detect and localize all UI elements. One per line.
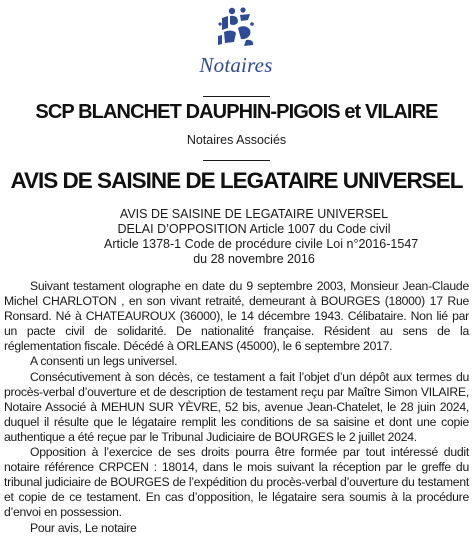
notaires-logo-icon: [210, 6, 262, 50]
notice-body: [4, 279, 469, 536]
body-paragraph: A consenti un legs universel.: [30, 354, 178, 369]
body-paragraph: Consécutivement à son décès, ce testament a fait l’objet d’un dépôt aux termes du procès-verbal d’ouverture et de description de testament reçu par Maître Simon VILAIRE, Notaire Associé à MEHUN SUR YÈVRE, 52 bis, avenue Jean-Chatelet, le 28 juin 2024, duquel il résulte que le légataire remplit les conditions de sa saisine et dont une copie authentique a été reçue par le Tribunal Judiciaire de BOURGES le 2 juillet 2024.: [4, 369, 469, 444]
subheading-line: du 28 novembre 2016: [193, 252, 315, 266]
notice-title: AVIS DE SAISINE DE LEGATAIRE UNIVERSEL: [10, 168, 463, 193]
subheading-line: DELAI D’OPPOSITION Article 1007 du Code civil: [117, 222, 391, 236]
firm-subtitle: Notaires Associés: [186, 133, 287, 147]
subheading-line: Article 1378-1 Code de procédure civile Loi n°2016-1547: [104, 237, 419, 251]
divider-middle: [203, 160, 270, 161]
subheading-line: AVIS DE SAISINE DE LEGATAIRE UNIVERSEL: [119, 207, 389, 221]
signature-line: Pour avis, Le notaire: [30, 520, 137, 535]
notaires-logo: [180, 6, 292, 76]
logo-text: Notaires: [199, 53, 273, 77]
firm-name: SCP BLANCHET DAUPHIN-PIGOIS et VILAIRE: [35, 101, 438, 123]
notice-subheading: [104, 207, 419, 267]
divider-top: [203, 96, 270, 97]
body-paragraph: Opposition à l’exercice de ses droits pourra être formée par tout intéressé dudit notaire référence CRPCEN : 18014, dans le mois suivant la réception par le greffe du tribunal judiciaire de BOURGES de l’expédition du procès-verbal d’ouverture du testament et copie de ce testament. En cas d’opposition, le légataire sera soumis à la procédure d’envoi en possession.: [4, 445, 469, 520]
body-paragraph: Suivant testament olographe en date du 9 septembre 2003, Monsieur Jean-Claude Michel CHARLOTON , en son vivant retraité, demeurant à BOURGES (18000) 17 Rue Ronsard. Né à CHATEAUROUX (36000), le 14 décembre 1943. Célibataire. Non lié par un pacte civil de solidarité. De nationalité française. Résident au sens de la réglementation fiscale. Décédé à ORLEANS (45000), le 6 septembre 2017.: [4, 279, 469, 354]
